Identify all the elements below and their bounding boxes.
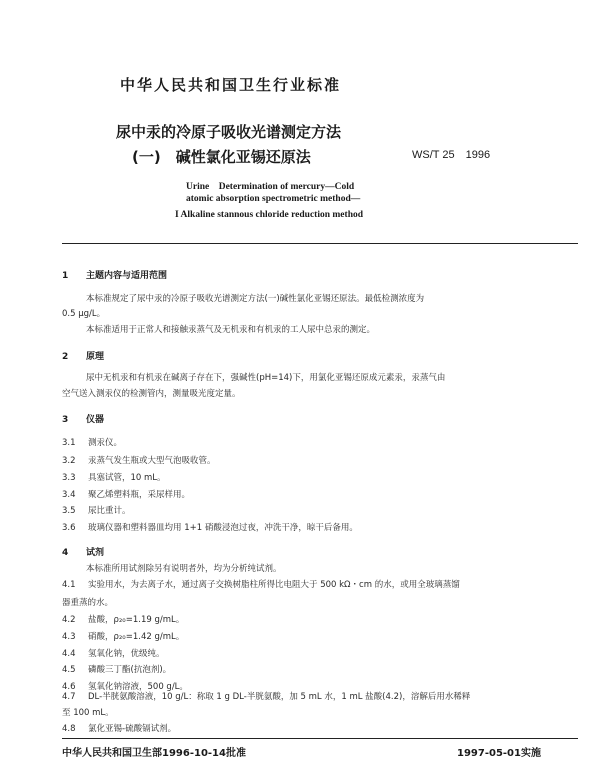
list-item <box>62 706 114 718</box>
item-number: 3.5 <box>62 506 76 516</box>
footer-divider <box>62 738 578 739</box>
list-item <box>62 647 165 659</box>
standard-number: WS/T 25 1996 <box>412 149 491 161</box>
item-text: 盐酸，ρ₂₀=1.19 g/mL。 <box>88 615 185 625</box>
paragraph-line: 空气送入测汞仪的检测管内，测量吸光度定量。 <box>62 389 241 399</box>
paragraph-line: 0.5 μg/L。 <box>62 309 106 319</box>
list-item <box>62 613 184 625</box>
item-number: 4.2 <box>62 615 76 625</box>
section-heading <box>62 268 167 281</box>
item-number: 3.4 <box>62 490 76 500</box>
item-number: 3.2 <box>62 456 76 466</box>
section-number: 4 <box>62 548 69 558</box>
list-item <box>62 663 171 675</box>
paragraph-line: 尿中无机汞和有机汞在碱离子存在下，强碱性(pH=14)下，用氯化亚锡还原成元素汞，汞蒸气由 <box>86 373 446 383</box>
list-item <box>62 504 131 516</box>
section-heading <box>62 412 104 425</box>
implementation-date: 1997-05-01实施 <box>457 748 541 759</box>
section-title: 仪器 <box>86 415 105 425</box>
section-number: 1 <box>62 271 69 281</box>
paragraph-line: 本标准适用于正常人和接触汞蒸气及无机汞和有机汞的工人尿中总汞的测定。 <box>86 325 376 335</box>
item-text: 实验用水，为去离子水，通过离子交换树脂柱所得比电阻大于 500 kΩ・cm 的水，或用全玻璃蒸馏 <box>88 580 460 590</box>
approval-date: 中华人民共和国卫生部1996-10-14批准 <box>62 748 246 759</box>
section-title: 试剂 <box>86 548 105 558</box>
list-item <box>62 471 166 483</box>
section-heading <box>62 349 104 362</box>
item-number: 4.4 <box>62 649 76 659</box>
list-item <box>62 596 113 608</box>
item-text: 玻璃仪器和塑料器皿均用 1+1 硝酸浸泡过夜，冲洗干净，晾干后备用。 <box>88 523 358 533</box>
item-text: 氯化亚锡-硫酸镉试剂。 <box>88 724 177 734</box>
issuing-organization: 中华人民共和国卫生行业标准 <box>120 76 342 94</box>
document-title: 尿中汞的冷原子吸收光谱测定方法 <box>116 123 342 141</box>
list-item <box>62 578 460 590</box>
item-text: 尿比重计。 <box>88 506 131 516</box>
list-item <box>62 630 184 642</box>
item-text: 聚乙烯塑料瓶，采尿样用。 <box>88 490 191 500</box>
item-number: 4.1 <box>62 580 76 590</box>
list-item <box>62 436 122 448</box>
list-item <box>62 488 190 500</box>
english-title-line: atomic absorption spectrometric method— <box>186 194 361 204</box>
item-number: 3.3 <box>62 473 76 483</box>
section-title: 原理 <box>86 352 105 362</box>
section-title: 主题内容与适用范围 <box>86 271 168 281</box>
section-number: 2 <box>62 352 69 362</box>
item-number: 4.5 <box>62 665 76 675</box>
item-text: 器重蒸的水。 <box>62 598 114 608</box>
list-item <box>62 521 358 533</box>
item-number: 4.3 <box>62 632 76 642</box>
item-number: 4.8 <box>62 724 76 734</box>
english-title-line: Urine Determination of mercury—Cold <box>186 182 355 192</box>
list-item <box>62 722 176 734</box>
document-subtitle: (一) 碱性氯化亚锡还原法 <box>132 148 311 166</box>
item-text: 至 100 mL。 <box>62 708 114 718</box>
item-text: 汞蒸气发生瓶或大型气泡吸收管。 <box>88 456 216 466</box>
section-heading <box>62 545 104 558</box>
item-number: 4.6 <box>62 682 76 692</box>
header-divider <box>62 243 578 244</box>
item-text: 磷酸三丁酯(抗泡剂)。 <box>88 665 172 675</box>
item-text: 测汞仪。 <box>88 438 123 448</box>
item-number: 4.7 <box>62 692 76 702</box>
item-number: 3.1 <box>62 438 76 448</box>
item-text: 氢氧化钠溶液，500 g/L。 <box>88 682 188 692</box>
english-title-line: I Alkaline stannous chloride reduction method <box>175 210 364 220</box>
list-item <box>62 690 470 702</box>
paragraph-line: 本标准规定了尿中汞的冷原子吸收光谱测定方法(一)碱性氯化亚锡还原法。最低检测浓度为 <box>86 294 425 304</box>
paragraph-line: 本标准所用试剂除另有说明者外，均为分析纯试剂。 <box>86 564 282 574</box>
section-number: 3 <box>62 415 69 425</box>
list-item <box>62 454 216 466</box>
item-text: 硝酸，ρ₂₀=1.42 g/mL。 <box>88 632 185 642</box>
item-text: 氢氧化钠，优级纯。 <box>88 649 165 659</box>
item-text: DL-半胱氨酸溶液，10 g/L：称取 1 g DL-半胱氨酸，加 5 mL 水，1 mL 盐酸(4.2)，溶解后用水稀释 <box>88 692 471 702</box>
item-number: 3.6 <box>62 523 76 533</box>
item-text: 具塞试管，10 mL。 <box>88 473 166 483</box>
